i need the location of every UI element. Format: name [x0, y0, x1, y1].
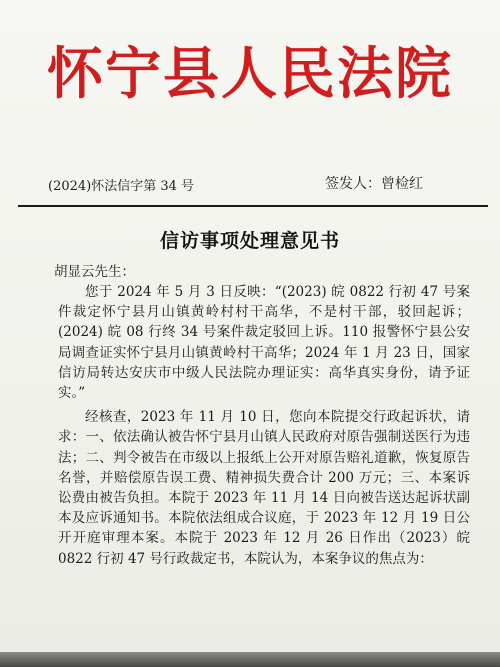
header-divider [18, 205, 488, 207]
document-title: 信访事项处理意见书 [159, 230, 340, 252]
desk-surface [0, 652, 500, 667]
document-number: (2024)怀法信字第 34 号 [48, 179, 195, 194]
salutation: 胡显云先生： [54, 264, 135, 280]
court-name-header: 怀宁县人民法院 [47, 42, 453, 107]
signer-label: 签发人：曾检红 [325, 176, 423, 192]
paragraph-complaint: 您于 2024 年 5 月 3 日反映：“(2023) 皖 0822 行初 47 号案件裁定怀宁县月山镇黄岭村村干高华，不是村干部，驳回起诉；(2024) 皖 08 行终 34 号案件裁定驳回上诉。110 报警怀宁县公安局调查证实怀宁县月山镇黄岭村干高华；2024 年 1 月 23 日，国家信访局转达安庆市中级人民法院办理证实：高华真实身份，请予证实。” [58, 284, 470, 402]
paragraph-investigation: 经核查，2023 年 11 月 10 日，您向本院提交行政起诉状，请求：一、依法确认被告怀宁县月山镇人民政府对原告强制送医行为违法；二、判令被告在市级以上报纸上公开对原告赔礼道歉，恢复原告名誉，并赔偿原告误工费、精神损失费合计 200 万元；三、本案诉讼费由被告负担。本院于 2023 年 11 月 14 日向被告送达起诉状副本及应诉通知书。本院依法组成合议庭，于 2023 年 12 月 19 日公开开庭审理本案。本院于 2023 年 12 月 26 日作出（2023）皖 0822 行初 47 号行政裁定书，本院认为，本案争议的焦点为： [58, 409, 470, 567]
document-body [58, 282, 470, 573]
